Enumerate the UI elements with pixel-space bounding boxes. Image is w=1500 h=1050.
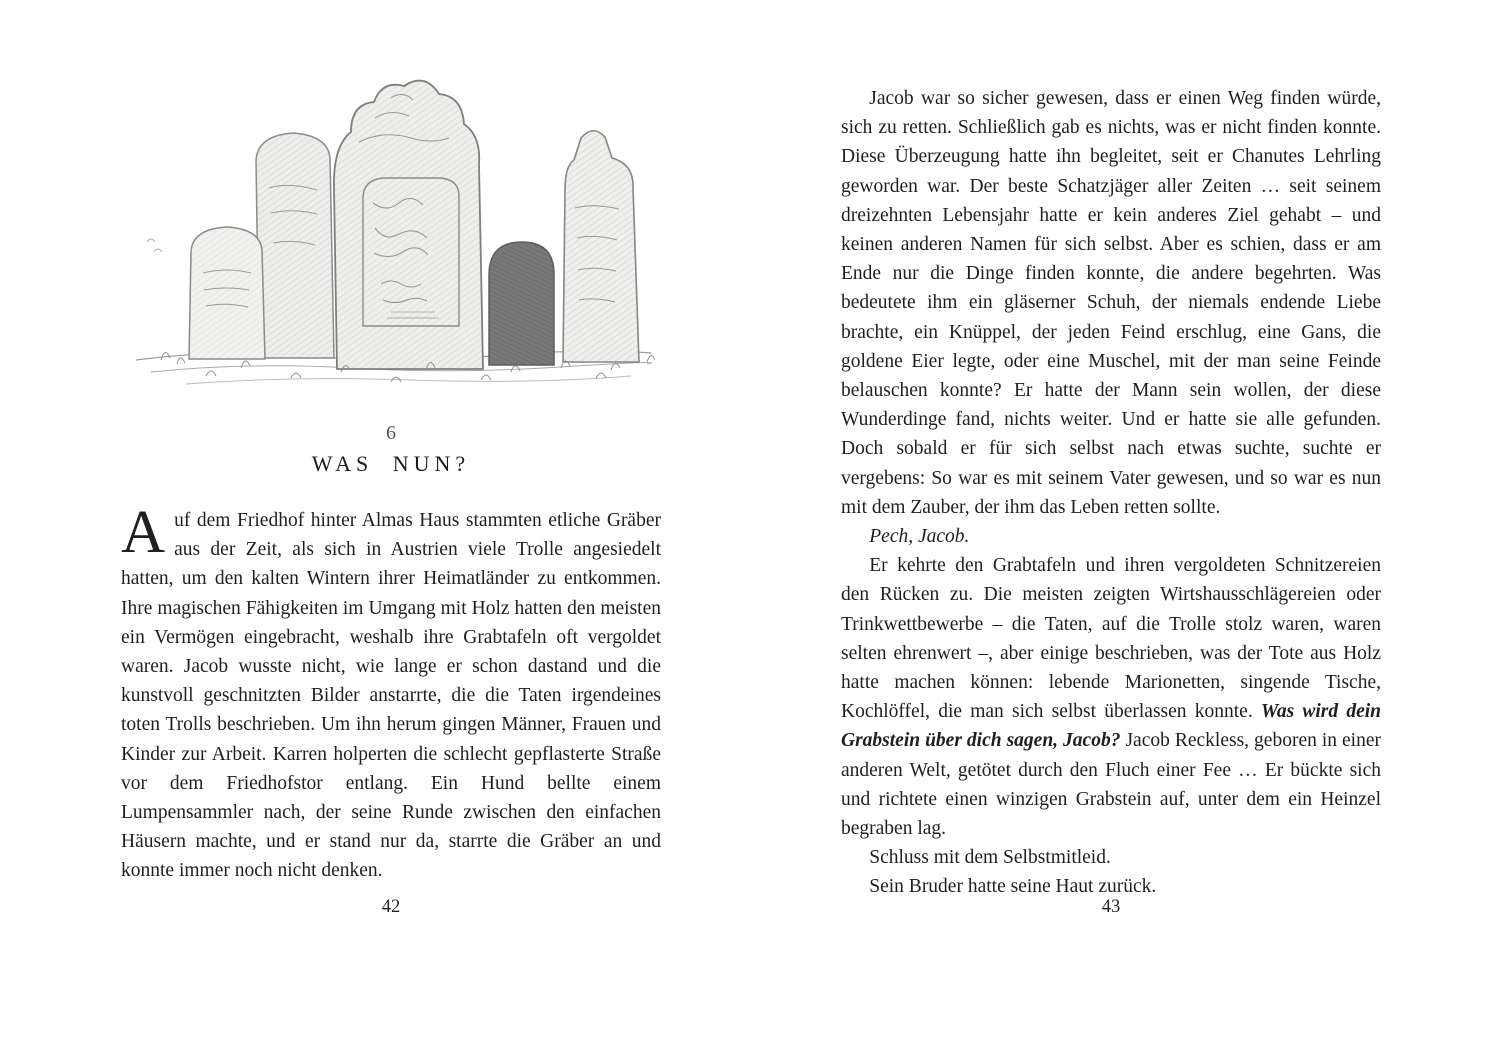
illustration-container	[91, 38, 691, 410]
page-number-left: 42	[381, 897, 401, 917]
text-segment: Er kehrte den Grabtafeln und ihren vergoldeten Schnitzereien den Rücken zu. Die meisten zeigten Wirtshausschlägereien oder Trinkwettbewerbe – die Taten, auf die Trolle stolz waren, waren selten ehrenwert –, aber einige beschrieben, was der Tote aus Holz hatte machen können: lebende Marionetten, singende Tische, Kochlöffel, die man sich selbst überlassen konnte.	[841, 555, 1381, 723]
chapter-title: WAS NUN?	[311, 451, 471, 476]
paragraph	[841, 522, 1381, 551]
paragraph-text: uf dem Friedhof hinter Almas Haus stammten etliche Gräber aus der Zeit, als sich in Austrien viele Trolle angesiedelt hatten, um den kalten Wintern ihrer Heimatländer zu entkommen. Ihre magischen Fähigkeiten im Umgang mit Holz hatten den meisten ein Vermögen eingebracht, weshalb ihre Grabtafeln oft vergoldet waren. Jacob wusste nicht, wie lange er schon dastand und die kunstvoll geschnitzten Bilder anstarrte, die die Taten irgendeines toten Trolls beschrieben. Um ihn herum gingen Männer, Frauen und Kinder zur Arbeit. Karren holperten die schlecht gepflasterte Straße vor dem Friedhofstor entlang. Ein Hund bellte einem Lumpensammler nach, der seine Runde zwischen den einfachen Häusern machte, und er stand nur da, starrte die Gräber an und konnte immer noch nicht denken.	[121, 510, 661, 882]
left-page	[121, 0, 661, 1050]
paragraph	[841, 551, 1381, 843]
text-segment: Sein Bruder hatte seine Haut zurück.	[869, 876, 1157, 898]
drop-cap: A	[121, 499, 166, 566]
page-number-right: 43	[1101, 897, 1121, 917]
text-segment: Jacob war so sicher gewesen, dass er einen Weg finden würde, sich zu retten. Schließlich gab es nichts, was er nicht finden konnte. Diese Überzeugung hatte ihn begleitet, seit er Chanutes Lehrling geworden war. Der beste Schatzjäger aller Zeiten … seit seinem dreizehnten Lebensjahr hatte er kein anderes Ziel gehabt – und keinen anderen Namen für sich selbst. Aber es schien, dass er am Ende nur die Dinge finden konnte, die andere begehrten. Was bedeutete ihm ein gläserner Schuh, der niemals endende Liebe brachte, ein Knüppel, der jeden Feind erschlug, eine Gans, die goldene Eier legte, oder eine Muschel, mit der man seine Feinde belauschen konnte? Er hatte der Mann sein wollen, der diese Wunderdinge fand, nichts weiter. Und er hatte sie alle gefunden. Doch sobald er für sich selbst nach etwas suchte, suchte er vergebens: So war es mit seinem Vater gewesen, und so war es nun mit dem Zauber, der ihm das Leben retten sollte.	[841, 88, 1381, 518]
text-segment: Pech, Jacob.	[869, 526, 970, 548]
text-segment: Jacob Reckless, geboren in einer anderen Welt, getötet durch den Fluch einer Fee … Er bückte sich und richtete einen winzigen Grabstein auf, unter dem ein Heinzel begraben lag.	[841, 730, 1381, 840]
gravestones-illustration	[91, 38, 691, 410]
left-page-text	[121, 499, 661, 886]
text-segment: Was wird dein Grabstein über dich sagen, Jacob?	[841, 701, 1381, 752]
chapter-opening-paragraph	[121, 499, 661, 886]
chapter-number: 6	[386, 422, 396, 444]
paragraph	[841, 843, 1381, 872]
paragraph	[841, 84, 1381, 522]
right-page	[841, 0, 1381, 1050]
right-page-text	[841, 84, 1381, 902]
text-segment: Schluss mit dem Selbstmitleid.	[869, 847, 1111, 869]
